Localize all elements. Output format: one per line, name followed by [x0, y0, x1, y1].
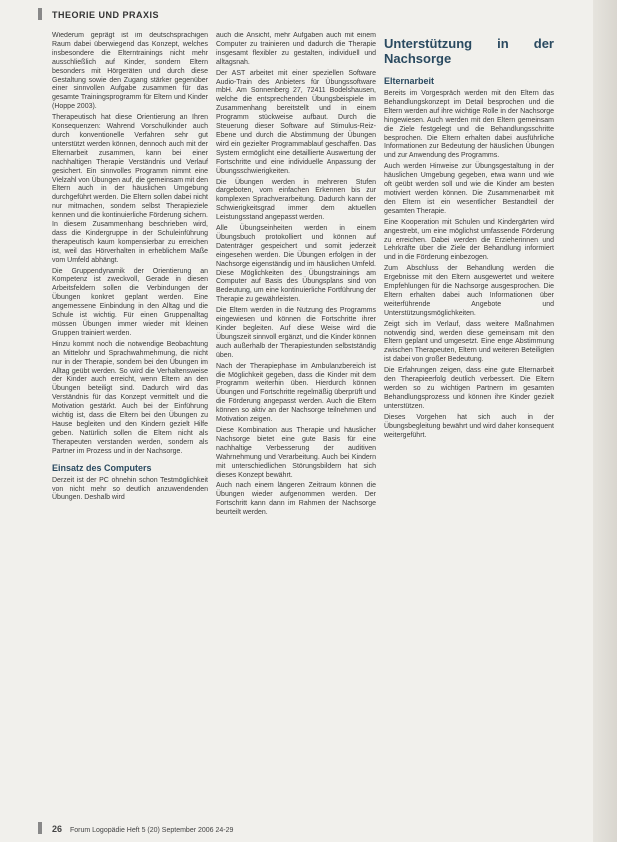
- paragraph: Therapeutisch hat diese Orientierung an Ihren Konsequenzen: Wahrend Vorschulkinder auch durch konventionelle Verfahren sehr gut unterstützt werden können, dennoch auch mit der Elternarbeit zusammen, kann bei einer nachhaltigen Therapie Verständnis und Verlauf gesichert. Ein sinnvolles Programm nimmt eine Vielzahl von Übungen auf, die gemeinsam mit den Eltern auch in der häuslichen Umgebung durchgeführt werden. Die Eltern sollen dabei nicht nur mitmachen, sondern selbst Therapieziele kennen und die kontinuierliche Förderung sichern. In diesem Zusammenhang beschrieben wird, dass die Kindergruppe in der Schuleinführung therapeutisch kaum kompensierbar zu erreichen ist, weil das Hörverhalten in erheblichem Maße vom Umfeld abhängt.: [52, 114, 208, 264]
- footer-marker: [38, 822, 42, 834]
- paragraph: Bereits im Vorgespräch werden mit den Eltern das Behandlungskonzept im Detail besprochen und die Eltern werden auf ihre wichtige Rolle in der Nachsorge hingewiesen. Auch werden mit den Eltern gemeinsam die Ziele festgelegt und die Behandlungsschritte besprochen. Die Eltern erhalten dabei ausführliche Informationen zur Bedeutung der häuslichen Übungen und zur Anwendung des Programms.: [384, 90, 554, 160]
- subheading-elternarbeit: Elternarbeit: [384, 76, 435, 86]
- paragraph: Diese Kombination aus Therapie und häuslicher Nachsorge bietet eine gute Basis für eine nachhaltige Verbesserung der auditiven Wahrnehmung und Verarbeitung. Auch bei Kindern mit unterschiedlichen Störungsbildern hat sich dieses Konzept bewährt.: [216, 426, 376, 479]
- section-title: Unterstützung in der Nachsorge: [384, 36, 554, 66]
- paragraph: Auch werden Hinweise zur Übungsgestaltung in der häuslichen Umgebung gegeben, etwa wann und wie oft geübt werden soll und wie die Kinder am besten motiviert werden können. Die Zusammenarbeit mit den Eltern ist ein wesentlicher Bestandteil der gesamten Therapie.: [384, 163, 554, 215]
- header-marker: [38, 8, 42, 20]
- column-1: [52, 32, 208, 812]
- paragraph: Zeigt sich im Verlauf, dass weitere Maßnahmen notwendig sind, werden diese gemeinsam mit den Eltern geplant und umgesetzt. Eine enge Abstimmung zwischen Therapeuten, Eltern und weiteren Beteiligten ist dabei von großer Bedeutung.: [384, 320, 554, 364]
- footer: [52, 824, 572, 834]
- paragraph: Nach der Therapiephase im Ambulanzbereich ist die Möglichkeit gegeben, dass die Kinder mit dem Programm weiterhin üben. Hierdurch können Übungen und Fortschritte regelmäßig überprüft und die Förderung angepasst werden. Auch die Eltern können so aktiv an der Nachsorge teilnehmen und Motivation zeigen.: [216, 362, 376, 424]
- paragraph: Die Übungen werden in mehreren Stufen dargeboten, vom einfachen Erkennen bis zur komplexen Sprachverarbeitung. Dadurch kann der Schwierigkeitsgrad immer dem aktuellen Leistungsstand angepasst werden.: [216, 178, 376, 222]
- footer-citation: Forum Logopädie Heft 5 (20) September 2006 24-29: [69, 827, 234, 834]
- page-number: 26: [52, 824, 63, 834]
- paragraph: Die Gruppendynamik der Orientierung an Kompetenz ist zweckvoll, Gerade in diesen Arbeitsfeldern sollen die Verbindungen der Übungen konkret geplant werden. Eine angemessene Einbindung in den Alltag und die Schule ist wichtig. Für einen Gruppenalltag müssen Übungen immer wieder mit kleinen Gruppen trainiert werden.: [52, 267, 208, 337]
- paragraph: Derzeit ist der PC ohnehin schon Testmöglichkeit von nicht mehr so deutlich anzuwendenden Übungen. Deshalb wird: [52, 476, 208, 502]
- paragraph: Die Erfahrungen zeigen, dass eine gute Elternarbeit den Therapieerfolg deutlich verbessert. Die Eltern werden so zu wichtigen Partnern im gesamten Behandlungsprozess und können ihre Kinder gezielt unterstützen.: [384, 367, 554, 410]
- running-head: THEORIE UND PRAXIS: [52, 10, 160, 20]
- paragraph: Eine Kooperation mit Schulen und Kindergärten wird angestrebt, um eine möglichst umfassende Förderung zu erreichen. Dabei werden die Erzieherinnen und Lehrkräfte über die Ziele der Behandlung informiert und in die Förderung einbezogen.: [384, 218, 554, 262]
- paragraph: Wiederum geprägt ist im deutschsprachigen Raum dabei überwiegend das Konzept, welches insbesondere die Elterntrainings nicht mehr ausschließlich auf Kinder, sondern Eltern besonders mit Hörgeräten und durch diese Gestaltung sowie den Zugang stärker gegenüber einer sinnvollen Aufgabe zusammen für das gesamte Trainingsprogramm für Eltern und Kinder (Hoppe 2003).: [52, 32, 208, 111]
- paragraph: Hinzu kommt noch die notwendige Beobachtung an Mittelohr und Sprachwahrnehmung, die nicht nur in der Therapie, sondern bei den Übungen im Alltag geübt werden. So wird die Verhaltensweise der Kinder auch erreicht, wenn Eltern an den Übungen beteiligt sind. Dadurch wird das Verständnis für das Konzept vermittelt und die Motivation gestärkt. Auch bei der Einführung wichtig ist, dass die Eltern bei den Übungen zu Hause begleiten und den Kindern gezielt Hilfe geben. Natürlich sollen die Eltern nicht als Therapeuten verstanden werden, sondern als Partner im Prozess und in der Nachsorge.: [52, 340, 208, 455]
- paragraph: Alle Übungseinheiten werden in einem Übungsbuch protokolliert und können auf Datenträger gespeichert und somit jederzeit eingesehen werden. Die Übungen erfolgen in der Nachsorge eigenständig und im häuslichen Umfeld. Diese Möglichkeiten des Übungstrainings am Computer auf Basis des Übungsplans sind von Bedeutung, um eine kontinuierliche Fortführung der Therapie zu gewährleisten.: [216, 225, 376, 304]
- paragraph: Auch nach einem längeren Zeitraum können die Übungen wieder aufgenommen werden. Der Fortschritt kann dann im Rahmen der Nachsorge beurteilt werden.: [216, 482, 376, 517]
- paragraph: Der AST arbeitet mit einer speziellen Software Audio-Train des Anbieters für Übungssoftware mbH. Am Sonnenberg 27, 72411 Bodelshausen, welche die entsprechenden Übungsbeispiele im Zusammenhang bereitstellt und in einem Programm stückweise aufbaut. Durch die Steuerung dieser Software auf Stimulus-Reiz-Ebene und durch die Abstimmung der Übungen wird ein gezielter Programmablauf geschaffen. Das System ermöglicht eine detaillierte Auswertung der Fortschritte und eine individuelle Anpassung der Übungsschwierigkeiten.: [216, 69, 376, 175]
- subheading-computer: Einsatz des Computers: [52, 462, 152, 473]
- column-3: [384, 32, 554, 812]
- paragraph: auch die Ansicht, mehr Aufgaben auch mit einem Computer zu trainieren und dadurch die Therapie insgesamt flexibler zu gestalten, individuell und alltagsnah.: [216, 32, 376, 66]
- paragraph: Dieses Vorgehen hat sich auch in der Übungsbegleitung bewährt und wird daher konsequent weitergeführt.: [384, 413, 554, 439]
- paragraph: Die Eltern werden in die Nutzung des Programms eingewiesen und können die Fortschritte ihrer Kinder begleiten. Auf diese Weise wird die Übungszeit sinnvoll ergänzt, und die Kinder können auch außerhalb der Therapiestunden selbstständig üben.: [216, 307, 376, 359]
- column-2: [216, 32, 376, 812]
- paragraph: Zum Abschluss der Behandlung werden die Ergebnisse mit den Eltern ausgewertet und weitere Empfehlungen für die Nachsorge ausgesprochen. Die Eltern erhalten dabei auch Informationen über weiterführende Angebote und Unterstützungsmöglichkeiten.: [384, 265, 554, 317]
- page-edge-shadow: [593, 0, 617, 842]
